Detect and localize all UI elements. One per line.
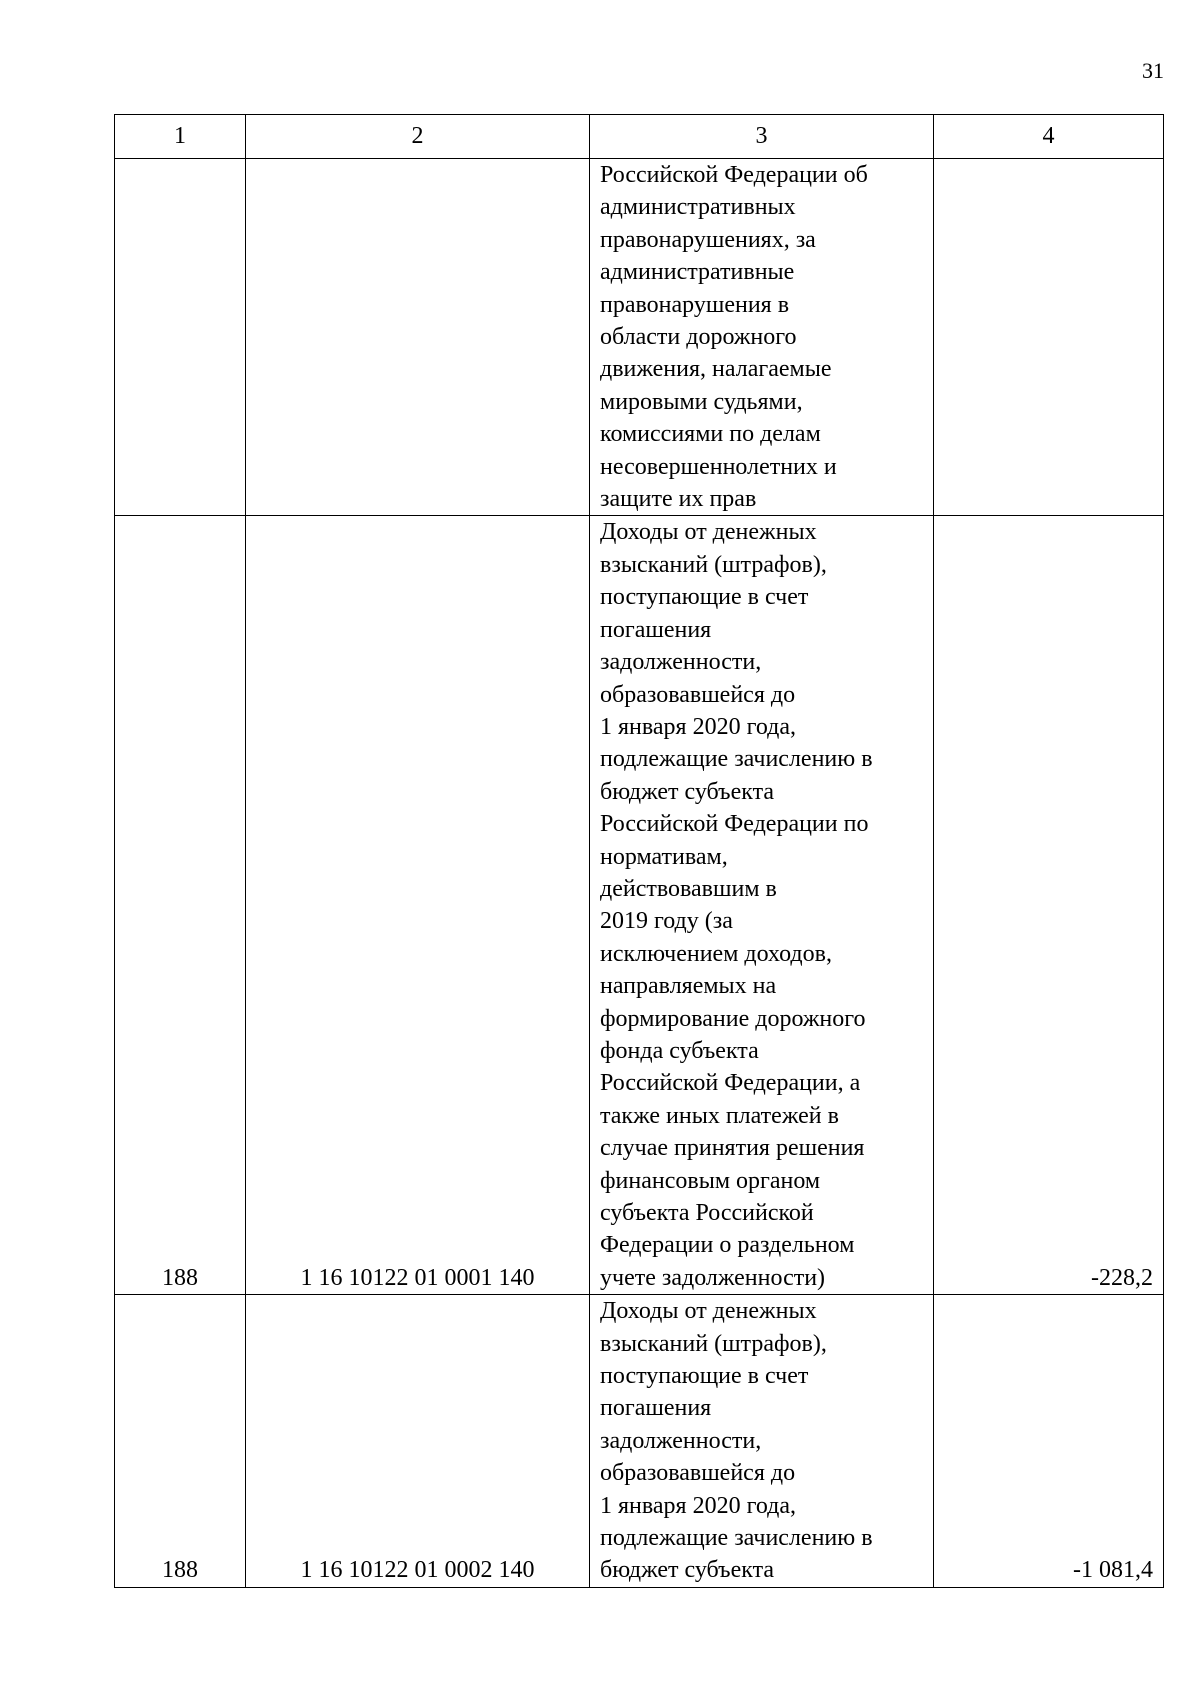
revenue-name-line: учете задолженности) <box>600 1264 826 1291</box>
revenue-name-line: мировыми судьями, <box>600 388 803 415</box>
revenue-name-line: фонда субъекта <box>600 1037 759 1064</box>
header-col-4: 4 <box>934 115 1164 159</box>
admin-code-cell: 188 <box>115 1295 246 1588</box>
revenue-name-cell <box>590 159 934 516</box>
revenue-name-line: защите их прав <box>600 486 757 513</box>
revenue-name-line: случае принятия решения <box>600 1135 865 1162</box>
revenue-name-line: исключением доходов, <box>600 940 832 967</box>
revenue-name-line: действовавшим в <box>600 875 777 902</box>
amount-cell: -228,2 <box>934 516 1164 1295</box>
revenue-name-line: поступающие в счет <box>600 1363 809 1390</box>
budget-code-cell: 1 16 10122 01 0002 140 <box>246 1295 590 1588</box>
revenue-name-cell <box>590 1295 934 1588</box>
revenue-name-line: административных <box>600 194 796 221</box>
header-col-1: 1 <box>115 115 246 159</box>
revenue-name-line: 2019 году (за <box>600 908 733 935</box>
revenue-name-line: Федерации о раздельном <box>600 1232 855 1259</box>
revenue-name-line: подлежащие зачислению в <box>600 1525 873 1552</box>
revenue-name-line: 1 января 2020 года, <box>600 1492 797 1519</box>
budget-code-cell <box>246 159 590 516</box>
revenue-name-line: нормативам, <box>600 843 728 870</box>
revenue-name-line: бюджет субъекта <box>600 1557 775 1584</box>
revenue-name-line: 1 января 2020 года, <box>600 713 797 740</box>
revenue-name-line: финансовым органом <box>600 1167 821 1194</box>
table-row <box>115 1295 1164 1588</box>
admin-code-cell: 188 <box>115 516 246 1295</box>
revenue-name-line: погашения <box>600 616 712 643</box>
revenue-name-line: комиссиями по делам <box>600 421 821 448</box>
revenue-name-line: движения, налагаемые <box>600 356 832 383</box>
table-row <box>115 159 1164 516</box>
revenue-name-line: Российской Федерации об <box>600 162 868 188</box>
revenue-name-cell <box>590 516 934 1295</box>
revenue-name-line: субъекта Российской <box>600 1200 814 1226</box>
revenue-name-line: поступающие в счет <box>600 584 809 611</box>
header-col-2: 2 <box>246 115 590 159</box>
revenue-name-line: образовавшейся до <box>600 681 796 708</box>
revenue-name-line: Доходы от денежных <box>600 1298 817 1325</box>
revenue-name-line: формирование дорожного <box>600 1005 866 1032</box>
revenue-name-line: правонарушения в <box>600 291 790 318</box>
page-number: 31 <box>1142 58 1164 83</box>
revenue-name-line: задолженности, <box>600 1427 762 1454</box>
revenue-name-line: административные <box>600 259 795 286</box>
revenue-name-line: также иных платежей в <box>600 1102 839 1129</box>
admin-code-cell <box>115 159 246 516</box>
table-header <box>115 115 1164 159</box>
revenue-name-line: несовершеннолетних и <box>600 453 837 480</box>
revenue-name-line: взысканий (штрафов), <box>600 1330 827 1357</box>
header-col-3: 3 <box>590 115 934 159</box>
revenue-name-line: направляемых на <box>600 973 777 1000</box>
revenue-name-line: Российской Федерации, а <box>600 1070 861 1097</box>
revenue-name-line: взысканий (штрафов), <box>600 551 827 578</box>
revenue-name-line: подлежащие зачислению в <box>600 746 873 773</box>
revenue-name-line: образовавшейся до <box>600 1460 796 1487</box>
budget-table <box>114 114 1164 1588</box>
revenue-name-line: Российской Федерации по <box>600 811 869 838</box>
amount-cell <box>934 159 1164 516</box>
table-row <box>115 516 1164 1295</box>
budget-code-cell: 1 16 10122 01 0001 140 <box>246 516 590 1295</box>
revenue-name-line: области дорожного <box>600 324 797 351</box>
revenue-name-line: правонарушениях, за <box>600 226 816 253</box>
revenue-name-line: погашения <box>600 1395 712 1422</box>
header-row <box>115 115 1164 159</box>
revenue-name-line: Доходы от денежных <box>600 519 817 546</box>
revenue-name-line: бюджет субъекта <box>600 778 775 805</box>
amount-cell: -1 081,4 <box>934 1295 1164 1588</box>
revenue-name-line: задолженности, <box>600 649 762 676</box>
table-body <box>115 159 1164 1588</box>
